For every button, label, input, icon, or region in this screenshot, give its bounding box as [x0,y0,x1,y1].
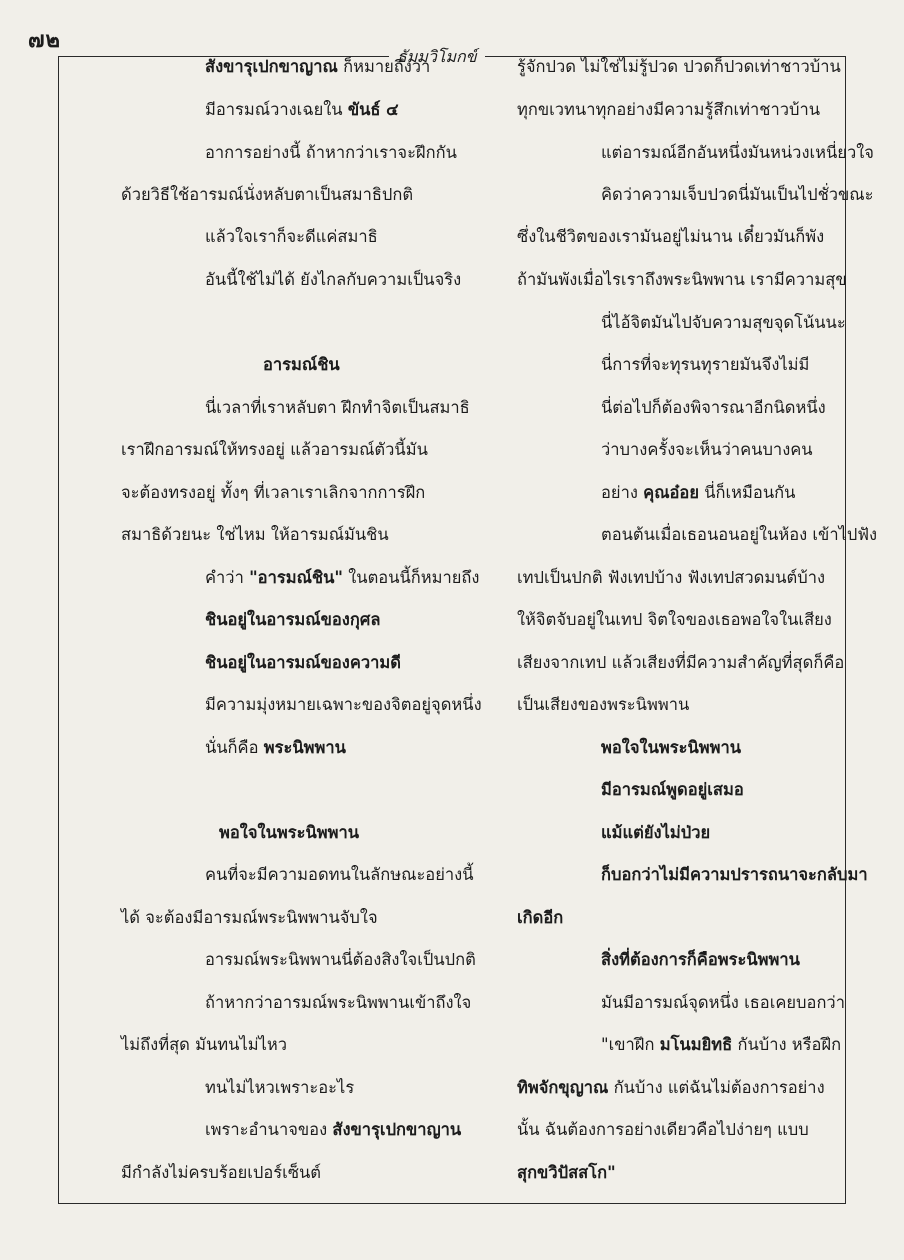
text-run: สมาธิด้วยนะ ใช่ไหม ให้อารมณ์มันชิน [121,525,389,544]
right-column-line [517,185,904,205]
text-run: คำว่า [205,568,250,587]
text-run: ทุกขเวทนาทุกอย่างมีความรู้สึกเท่าชาวบ้าน [517,100,821,119]
bold-term: แม้แต่ยังไม่ป่วย [601,823,711,842]
bold-term: ก็บอกว่าไม่มีความปรารถนาจะกลับมา [601,865,868,884]
left-column-line [121,823,501,843]
right-column-line [517,865,904,885]
bold-term: ขันธ์ ๔ [347,100,399,119]
text-run: ให้จิตจับอยู่ในเทป จิตใจของเธอพอใจในเสียง [517,610,832,629]
right-column-line [517,57,904,77]
left-column-line [121,57,501,77]
text-run: มันมีอารมณ์จุดหนึ่ง เธอเคยบอกว่า [601,993,845,1012]
right-column-line [517,780,904,800]
text-run: กันบ้าง แต่ฉันไม่ต้องการอย่าง [608,1078,825,1097]
right-column-line [517,1078,904,1098]
right-column-line [517,950,904,970]
bold-term: สังขารุเปกขาญาณ [205,57,338,76]
text-run: ถ้าหากว่าอารมณ์พระนิพพานเข้าถึงใจ [205,993,472,1012]
page-number: ๗๒ [28,28,62,53]
left-column-line [121,993,501,1013]
left-column-line [121,738,501,758]
left-column-line [121,1078,501,1098]
left-column-line [121,865,501,885]
text-run: นี่เวลาที่เราหลับตา ฝึกทำจิตเป็นสมาธิ [205,398,470,417]
text-run: มีกำลังไม่ครบร้อยเปอร์เซ็นต์ [121,1163,322,1182]
text-run: ว่าบางครั้งจะเห็นว่าคนบางคน [601,440,813,459]
left-column-line [121,100,501,120]
text-run: อารมณ์พระนิพพานนี่ต้องสิงใจเป็นปกติ [205,950,476,969]
right-column-line [517,738,904,758]
right-column-line [517,355,904,375]
page-frame [58,47,878,1204]
right-column-line [517,270,904,290]
left-column-line [121,695,501,715]
text-run: ทนไม่ไหวเพราะอะไร [205,1078,355,1097]
text-run: เราฝึกอารมณ์ให้ทรงอยู่ แล้วอารมณ์ตัวนี้มัน [121,440,428,459]
text-run: เพราะอำนาจของ [205,1120,333,1139]
bold-term: อารมณ์ชิน [263,355,340,374]
text-run: มีความมุ่งหมายเฉพาะของจิตอยู่จุดหนึ่ง [205,695,482,714]
right-column-line [517,823,904,843]
text-run: ตอนต้นเมื่อเธอนอนอยู่ในห้อง เข้าไปฟัง [601,525,878,544]
text-run: นี่ต่อไปก็ต้องพิจารณาอีกนิดหนึ่ง [601,398,826,417]
left-column-line [121,483,501,503]
left-column-line [121,950,501,970]
bold-term: มโนมยิทธิ [659,1035,733,1054]
right-column-line [517,695,904,715]
right-column-line [517,440,904,460]
text-run: ไม่ถึงที่สุด มันทนไม่ไหว [121,1035,288,1054]
bold-term: "อารมณ์ชิน" [249,568,343,587]
bold-term: สิ่งที่ต้องการก็คือพระนิพพาน [601,950,800,969]
left-column-line [121,525,501,545]
text-run: ในตอนนี้ก็หมายถึง [342,568,480,587]
right-column-line [517,908,904,928]
text-run: นั่นก็คือ [205,738,264,757]
text-run: อย่าง [601,483,644,502]
text-run: ด้วยวิธีใช้อารมณ์นั่งหลับตาเป็นสมาธิปกติ [121,185,414,204]
left-column-line [121,1120,501,1140]
right-column-line [517,610,904,630]
left-column-line [121,270,501,290]
left-column-line [121,227,501,247]
text-run: กันบ้าง หรือฝึก [732,1035,842,1054]
text-run: รู้จักปวด ไม่ใช่ไม่รู้ปวด ปวดก็ปวดเท่าชาวบ้าน [517,57,841,76]
left-column-line [121,610,501,630]
text-run: นี่ไอ้จิตมันไปจับความสุขจุดโน้นนะ [601,313,846,332]
text-run: นั้น ฉันต้องการอย่างเดียวคือไปง่ายๆ แบบ [517,1120,809,1139]
right-column-line [517,398,904,418]
right-column-line [517,568,904,588]
text-run: อาการอย่างนี้ ถ้าหากว่าเราจะฝึกกัน [205,143,457,162]
right-column-line [517,1035,904,1055]
text-run: ได้ จะต้องมีอารมณ์พระนิพพานจับใจ [121,908,378,927]
right-column-line [517,100,904,120]
bold-term: คุณอ๋อย [643,483,699,502]
left-column-line [121,143,501,163]
left-column-line [121,440,501,460]
right-column-line [517,143,904,163]
right-column-line [517,227,904,247]
bold-term: ชินอยู่ในอารมณ์ของกุศล [205,610,381,629]
text-run: คิดว่าความเจ็บปวดนี่มันเป็นไปชั่วขณะ [601,185,874,204]
text-run: "เขาฝึก [601,1035,660,1054]
text-run: คนที่จะมีความอดทนในลักษณะอย่างนี้ [205,865,474,884]
left-column-line [121,398,501,418]
bold-term: เกิดอีก [517,908,564,927]
text-run: นี่การที่จะทุรนทุรายมันจึงไม่มี [601,355,810,374]
right-column-line [517,653,904,673]
bold-term: พอใจในพระนิพพาน [219,823,360,842]
left-column-line [121,355,501,375]
left-column-line [121,908,501,928]
bold-term: ชินอยู่ในอารมณ์ของความดี [205,653,402,672]
right-column-line [517,483,904,503]
right-column-line [517,1163,904,1183]
text-run: จะต้องทรงอยู่ ทั้งๆ ที่เวลาเราเลิกจากการฝึก [121,483,426,502]
left-column-line [121,653,501,673]
text-run: เสียงจากเทป แล้วเสียงที่มีความสำคัญที่สุดก็คือ [517,653,845,672]
text-run: เทปเป็นปกติ ฟังเทปบ้าง ฟังเทปสวดมนต์บ้าง [517,568,826,587]
bold-term: พระนิพพาน [263,738,346,757]
right-column-line [517,525,904,545]
text-run: แล้วใจเราก็จะดีแค่สมาธิ [205,227,378,246]
right-column-line [517,1120,904,1140]
right-column-line [517,993,904,1013]
left-column-line [121,1163,501,1183]
right-column-line [517,313,904,333]
text-run: แต่อารมณ์อีกอันหนึ่งมันหน่วงเหนี่ยวใจ [601,143,874,162]
bold-term: ทิพจักขุญาณ [517,1078,609,1097]
text-run: ถ้ามันพังเมื่อไรเราถึงพระนิพพาน เรามีความสุข [517,270,847,289]
left-column-line [121,185,501,205]
left-column-line [121,1035,501,1055]
text-run: มีอารมณ์วางเฉยใน [205,100,348,119]
running-header: ธัมมวิโมกข์ [389,45,485,70]
text-run: เป็นเสียงของพระนิพพาน [517,695,690,714]
bold-term: สุกขวิปัสสโก" [517,1163,616,1182]
text-run: ซึ่งในชีวิตของเรามันอยู่ไม่นาน เดี๋ยวมันก็พัง [517,227,825,246]
left-column-line [121,568,501,588]
text-run: ก็หมายถึงว่า [337,57,431,76]
bold-term: พอใจในพระนิพพาน [601,738,742,757]
text-run: นี่ก็เหมือนกัน [699,483,796,502]
text-run: อันนี้ใช้ไม่ได้ ยังไกลกับความเป็นจริง [205,270,462,289]
bold-term: สังขารุเปกขาญาน [332,1120,462,1139]
bold-term: มีอารมณ์พูดอยู่เสมอ [601,780,744,799]
